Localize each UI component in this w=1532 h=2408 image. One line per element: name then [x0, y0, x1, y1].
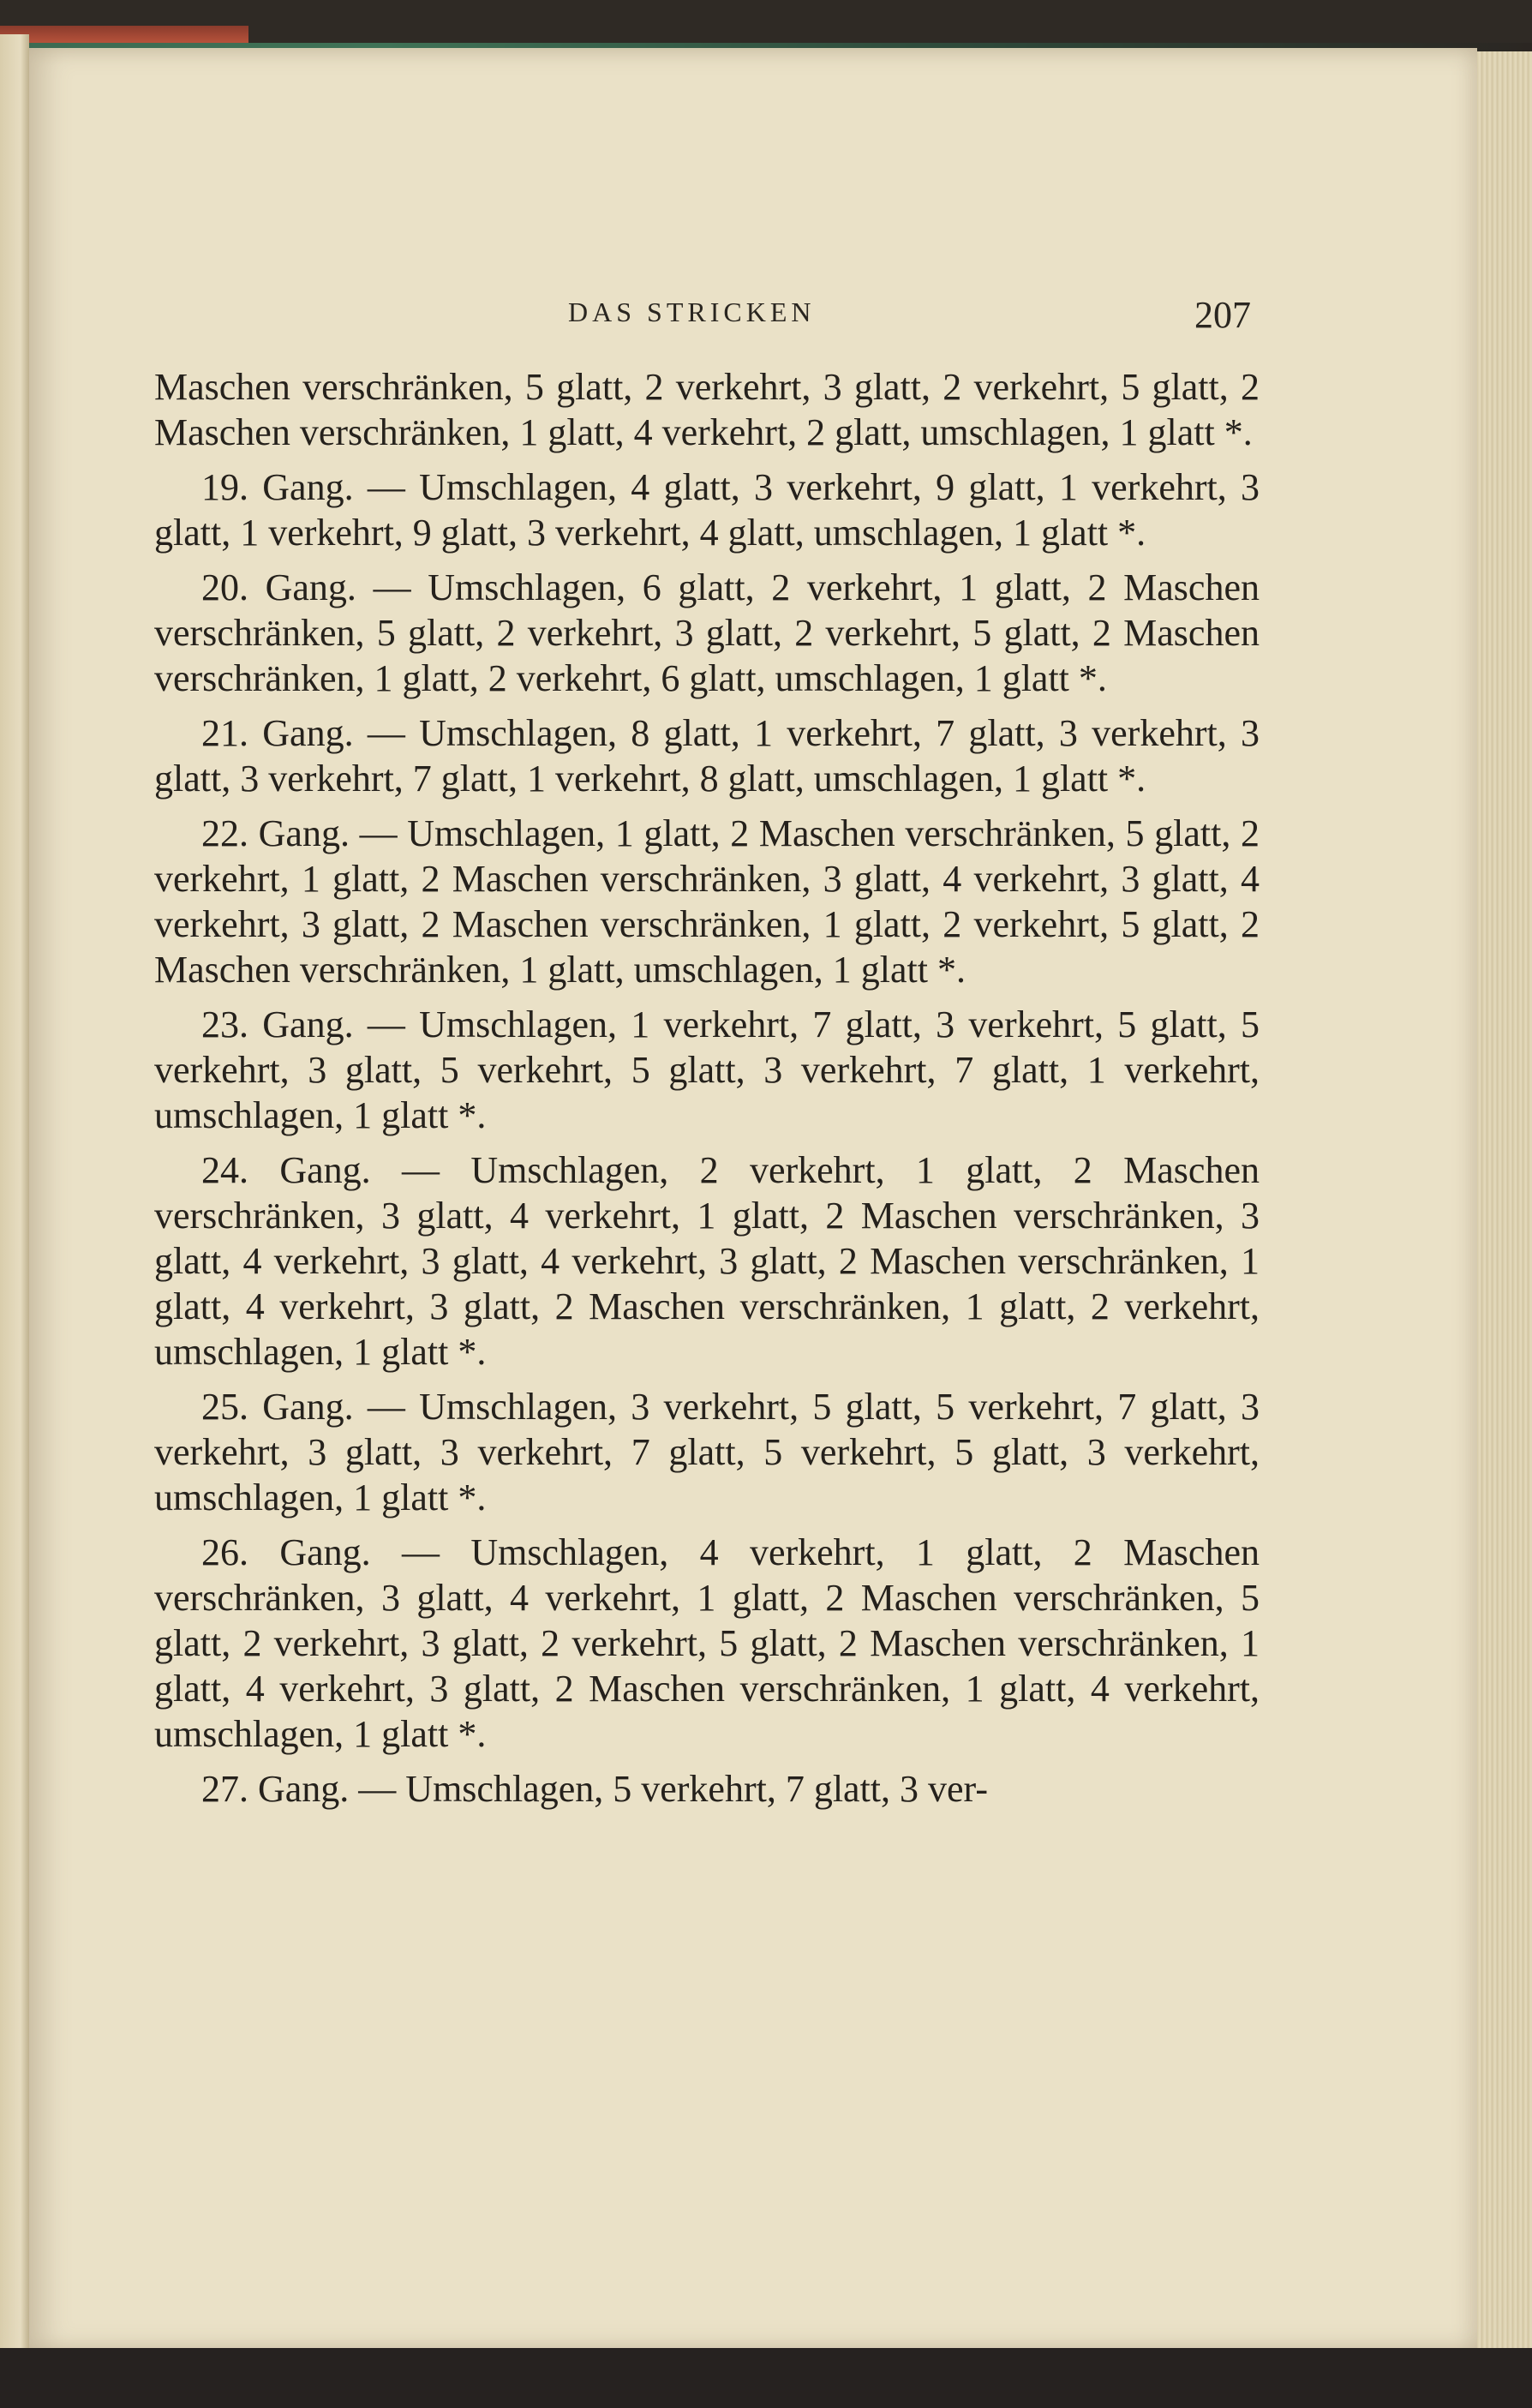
running-title: DAS STRICKEN [568, 297, 816, 327]
paragraph-row-26: 26. Gang. — Umschlagen, 4 verkehrt, 1 glatt, 2 Maschen verschränken, 3 glatt, 4 verkehrt, 1 glatt, 2 Maschen verschränken, 5 glatt, 2 verkehrt, 3 glatt, 2 verkehrt, 5 glatt, 2 Maschen verschränken, 1 glatt, 4 verkehrt, 3 glatt, 2 Maschen verschränken, 1 glatt, 4 verkehrt, umschlagen, 1 glatt *. [154, 1531, 1260, 1755]
paragraph-continuation: Maschen verschränken, 5 glatt, 2 verkehrt, 3 glatt, 2 verkehrt, 5 glatt, 2 Maschen verschränken, 1 glatt, 4 verkehrt, 2 glatt, umschlagen, 1 glatt *. [154, 366, 1260, 453]
paragraph-row-25: 25. Gang. — Umschlagen, 3 verkehrt, 5 glatt, 5 verkehrt, 7 glatt, 3 verkehrt, 3 glatt, 3 verkehrt, 7 glatt, 5 verkehrt, 5 glatt, 3 verkehrt, umschlagen, 1 glatt *. [154, 1386, 1260, 1518]
paragraph-row-27: 27. Gang. — Umschlagen, 5 verkehrt, 7 glatt, 3 ver- [201, 1768, 988, 1810]
body-text [154, 364, 1260, 1821]
paragraph-row-22: 22. Gang. — Umschlagen, 1 glatt, 2 Maschen verschränken, 5 glatt, 2 verkehrt, 1 glatt, 2 Maschen verschränken, 3 glatt, 4 verkehrt, 3 glatt, 4 verkehrt, 3 glatt, 2 Maschen verschränken, 1 glatt, 2 verkehrt, 5 glatt, 2 Maschen verschränken, 1 glatt, umschlagen, 1 glatt *. [154, 812, 1260, 991]
right-page-edges [1477, 51, 1532, 2357]
scan-background-bottom [0, 2348, 1532, 2408]
paragraph-row-23: 23. Gang. — Umschlagen, 1 verkehrt, 7 glatt, 3 verkehrt, 5 glatt, 5 verkehrt, 3 glatt, 5 verkehrt, 5 glatt, 3 verkehrt, 7 glatt, 1 verkehrt, umschlagen, 1 glatt *. [154, 1003, 1260, 1136]
page-number: 207 [1194, 294, 1251, 336]
page-header [154, 294, 1260, 339]
paragraph-row-24: 24. Gang. — Umschlagen, 2 verkehrt, 1 glatt, 2 Maschen verschränken, 3 glatt, 4 verkehrt, 1 glatt, 2 Maschen verschränken, 3 glatt, 4 verkehrt, 3 glatt, 4 verkehrt, 3 glatt, 2 Maschen verschränken, 1 glatt, 4 verkehrt, 3 glatt, 2 Maschen verschränken, 1 glatt, 2 verkehrt, umschlagen, 1 glatt *. [154, 1149, 1260, 1373]
paragraph-row-19: 19. Gang. — Umschlagen, 4 glatt, 3 verkehrt, 9 glatt, 1 verkehrt, 3 glatt, 1 verkehrt, 9 glatt, 3 verkehrt, 4 glatt, umschlagen, 1 glatt *. [154, 466, 1260, 554]
paragraph-row-20: 20. Gang. — Umschlagen, 6 glatt, 2 verkehrt, 1 glatt, 2 Maschen verschränken, 5 glatt, 2 verkehrt, 3 glatt, 2 verkehrt, 5 glatt, 2 Maschen verschränken, 1 glatt, 2 verkehrt, 6 glatt, umschlagen, 1 glatt *. [154, 566, 1260, 699]
left-page-edge [0, 34, 29, 2348]
paragraph-row-21: 21. Gang. — Umschlagen, 8 glatt, 1 verkehrt, 7 glatt, 3 verkehrt, 3 glatt, 3 verkehrt, 7 glatt, 1 verkehrt, 8 glatt, umschlagen, 1 glatt *. [154, 712, 1260, 800]
